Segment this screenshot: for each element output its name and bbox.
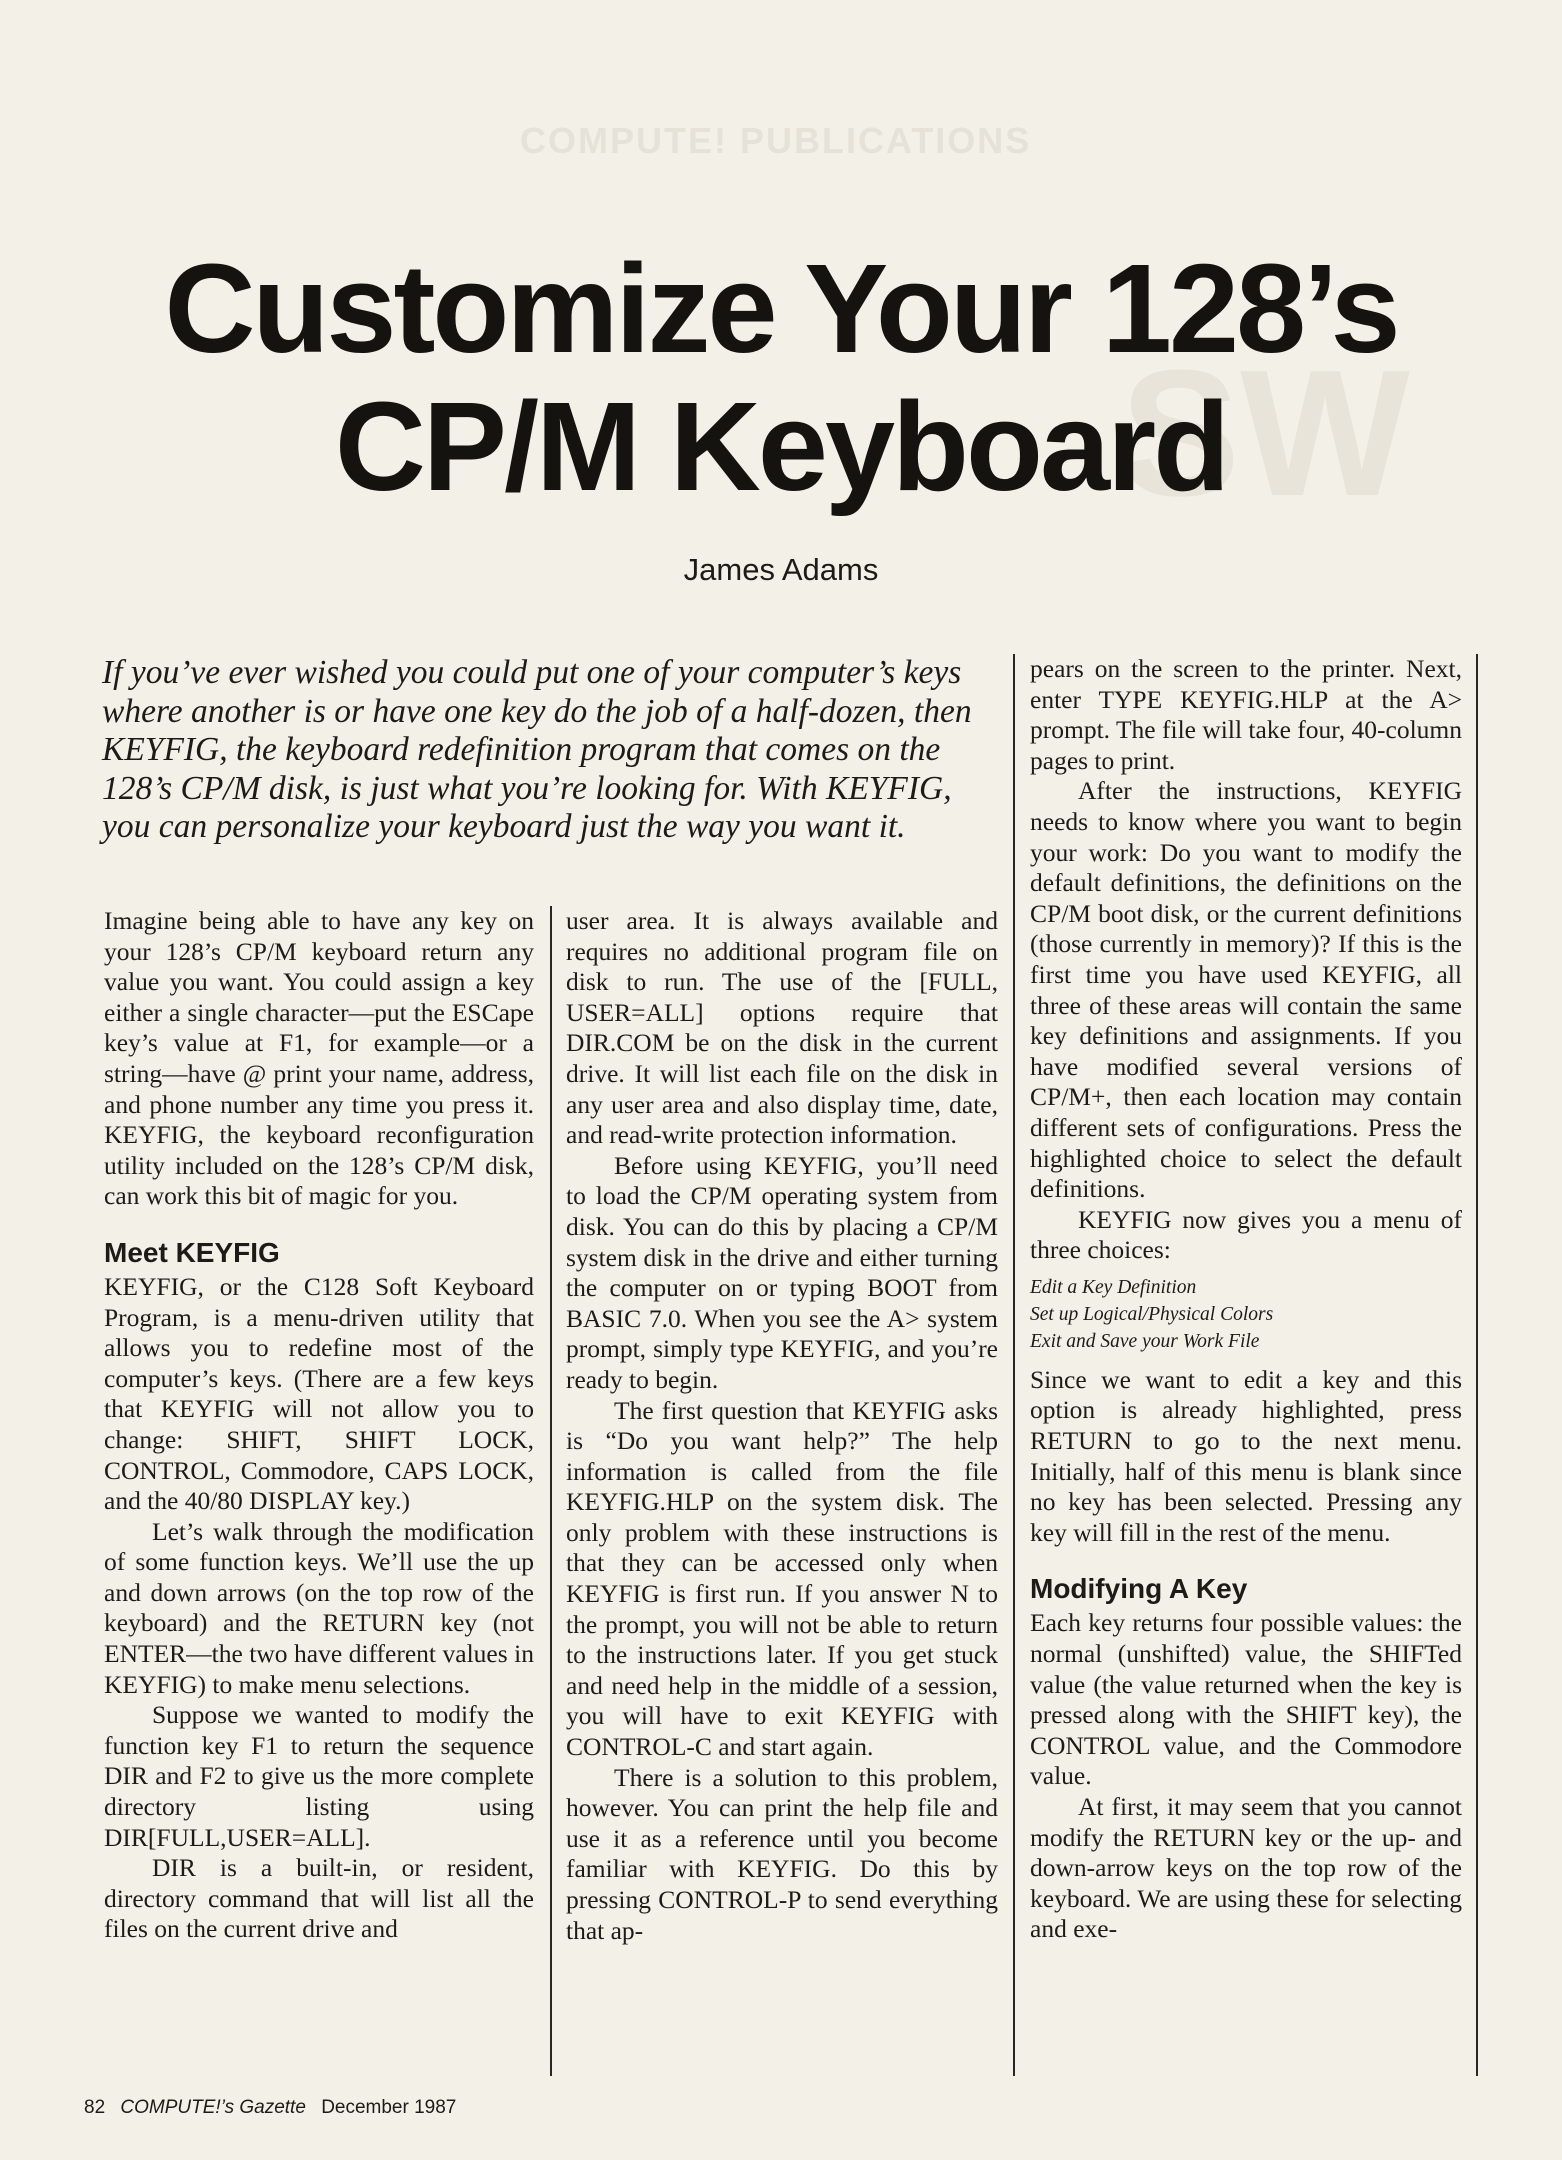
paragraph: pears on the screen to the printer. Next, enter TYPE KEYFIG.HLP at the A> prompt. The file will take four, 40-column pages to print. bbox=[1030, 654, 1462, 775]
paragraph: KEYFIG now gives you a menu of three choices: bbox=[1030, 1204, 1462, 1265]
column-1 bbox=[104, 906, 534, 2076]
column-3 bbox=[1030, 654, 1462, 2076]
paragraph: Imagine being able to have any key on your 128’s CP/M keyboard return any value you want. You could assign a key either a single character—put the ESCape key’s value at F1, for example—or a string—have @ print your name, address, and phone number any time you press it. KEYFIG, the keyboard reconfiguration utility included on the 128’s CP/M disk, can work this bit of magic for you. bbox=[104, 906, 534, 1211]
paragraph: At first, it may seem that you cannot modify the RETURN key or the up- and down-arrow keys on the top row of the keyboard. We are using these for selecting and exe- bbox=[1030, 1792, 1462, 1944]
menu-choice: Edit a Key Definition bbox=[1030, 1276, 1197, 1298]
paragraph: Since we want to edit a key and this option is already highlighted, press RETURN to go to the next menu. Initially, half of this menu is blank since no key has been selected. Pressing any key will fill in the rest of the menu. bbox=[1030, 1364, 1462, 1547]
paragraph: The first question that KEYFIG asks is “Do you want help?” The help information is called from the file KEYFIG.HLP on the system disk. The only problem with these instructions is that they can be accessed only when KEYFIG is first run. If you answer N to the prompt, you will not be able to return to the instructions later. If you get stuck and need help in the middle of a session, you will have to exit KEYFIG with CONTROL-C and start again. bbox=[566, 1395, 998, 1762]
paragraph: user area. It is always available and requires no additional program file on disk to run. The use of the [FULL, USER=ALL] options require that DIR.COM be on the disk in the current drive. It will list each file on the disk in any user area and also display time, date, and read-write protection information. bbox=[566, 906, 998, 1150]
author-byline: James Adams bbox=[683, 552, 879, 587]
bleed-through-lettering: SW bbox=[1120, 333, 1410, 534]
paragraph: There is a solution to this problem, however. You can print the help file and use it as a reference until you become familiar with KEYFIG. Do this by pressing CONTROL-P to send everything that ap- bbox=[566, 1762, 998, 1945]
column-2 bbox=[566, 906, 998, 2076]
issue-date: December 1987 bbox=[321, 2097, 457, 2118]
paragraph: Each key returns four possible values: the normal (unshifted) value, the SHIFTed value (the value returned when the key is pressed along with the SHIFT key), the CONTROL value, and the Commodore value. bbox=[1030, 1608, 1462, 1791]
intro-deck: If you’ve ever wished you could put one of your computer’s keys where another is or have one key do the job of a half-dozen, then KEYFIG, the keyboard redefinition program that comes on the 128’s CP/M disk, is just what you’re looking for. With KEYFIG, you can personalize your keyboard just the way you want it. bbox=[102, 654, 972, 845]
menu-choices-list bbox=[1030, 1274, 1462, 1355]
title-line-1: Customize Your 128’s bbox=[164, 238, 1398, 379]
right-border-rule bbox=[1476, 654, 1478, 2076]
page-number: 82 bbox=[84, 2097, 106, 2118]
column-rule-2 bbox=[1013, 654, 1015, 2076]
article-title bbox=[0, 240, 1562, 516]
title-line-2: CP/M Keyboard bbox=[334, 376, 1228, 517]
section-heading: Meet KEYFIG bbox=[104, 1236, 280, 1268]
paragraph: After the instructions, KEYFIG needs to know where you want to begin your work: Do you want to modify the default definitions, the definitions on the CP/M boot disk, or the current definitions (those currently in memory)? If this is the first time you have used KEYFIG, all three of these areas will contain the same key definitions and assignments. If you have modified several versions of CP/M+, then each location may contain different sets of configurations. Press the highlighted choice to select the default definitions. bbox=[1030, 776, 1462, 1204]
page-footer bbox=[84, 2097, 466, 2119]
column-rule-1 bbox=[550, 906, 552, 2076]
paragraph: DIR is a built-in, or resident, directory command that will list all the files on the current drive and bbox=[104, 1853, 534, 1944]
paragraph: KEYFIG, or the C128 Soft Keyboard Program, is a menu-driven utility that allows you to redefine most of the computer’s keys. (There are a few keys that KEYFIG will not allow you to change: SHIFT, SHIFT LOCK, CONTROL, Commodore, CAPS LOCK, and the 40/80 DISPLAY key.) bbox=[104, 1271, 534, 1516]
publication-name: COMPUTE!’s Gazette bbox=[120, 2097, 306, 2118]
paragraph: Before using KEYFIG, you’ll need to load the CP/M operating system from disk. You can do this by placing a CP/M system disk in the drive and either turning the computer on or typing BOOT from BASIC 7.0. When you see the A> system prompt, simply type KEYFIG, and you’re ready to begin. bbox=[566, 1150, 998, 1394]
section-heading: Modifying A Key bbox=[1030, 1573, 1248, 1605]
bleed-through-header: COMPUTE! PUBLICATIONS bbox=[520, 120, 1032, 161]
paragraph: Let’s walk through the modification of some function keys. We’ll use the up and down arrows (on the top row of the keyboard) and the RETURN key (not ENTER—the two have different values in KEYFIG) to make menu selections. bbox=[104, 1516, 534, 1699]
menu-choice: Set up Logical/Physical Colors bbox=[1030, 1303, 1274, 1325]
paragraph: Suppose we wanted to modify the function key F1 to return the sequence DIR and F2 to give us the more complete directory listing using DIR[FULL,USER=ALL]. bbox=[104, 1700, 534, 1852]
menu-choice: Exit and Save your Work File bbox=[1030, 1330, 1260, 1352]
